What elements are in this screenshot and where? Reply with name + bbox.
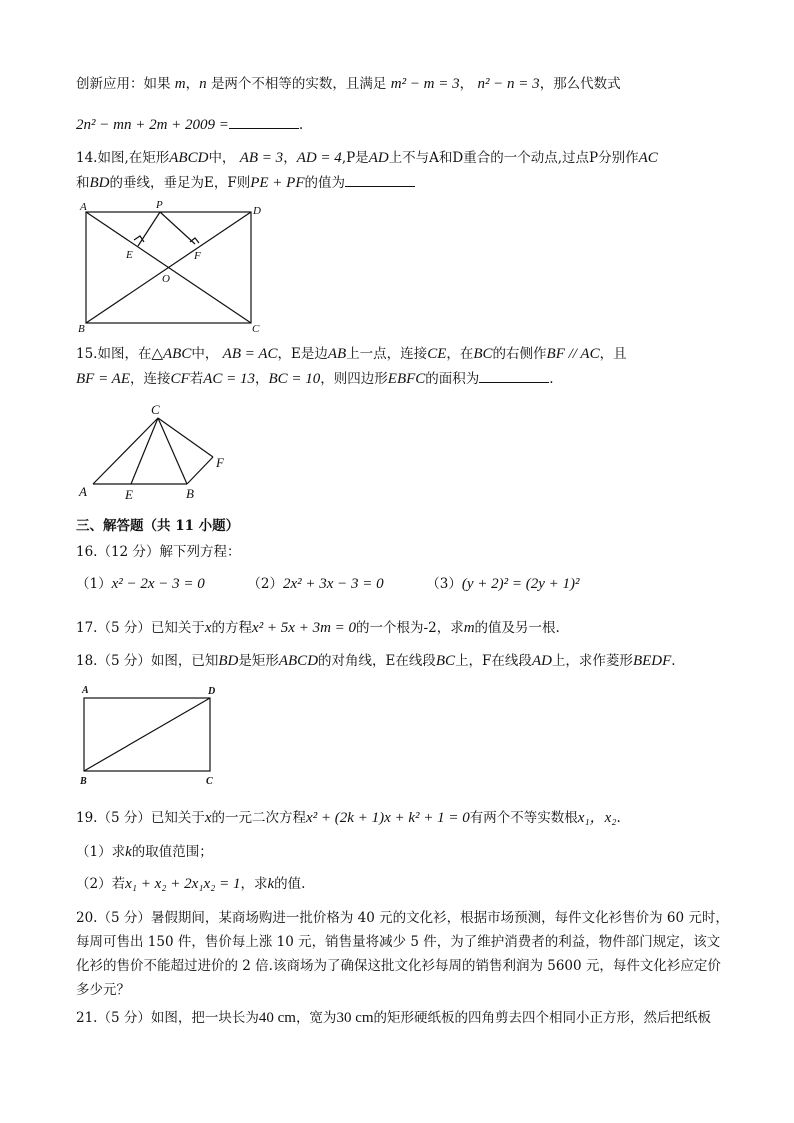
q21: 21.（5 分）如图，把一块长为40 cm，宽为30 cm的矩形硬纸板的四角剪去四个相同小正方形，然后把纸板 [76, 1010, 712, 1026]
label-b: B [186, 486, 194, 501]
right-angle-f [190, 238, 199, 243]
label-c: C [252, 323, 260, 335]
label-b: B [80, 776, 87, 787]
q18: 18.（5 分）如图，已知BD是矩形ABCD的对角线，E在线段BC上，F在线段AD上，求作菱形BEDF. [76, 653, 676, 669]
answer-blank [229, 114, 299, 129]
label-o: O [162, 273, 170, 285]
q19: 19.（5 分）已知关于x的一元二次方程x² + (2k + 1)x + k² + 1 = 0有两个不等实数根x₁，x₂. [76, 810, 621, 826]
answer-blank [479, 368, 549, 383]
label-c: C [151, 402, 160, 417]
q14-line2: 和BD的垂线，垂足为E，F则PE + PF的值为 [76, 172, 734, 193]
label-e: E [125, 487, 133, 502]
label-p: P [156, 199, 163, 211]
section-title: 三、解答题（共 11 小题） [76, 518, 240, 534]
q15-line1: 15.如图，在△ABC中， AB = AC，E是边AB上一点，连接CE，在BC的右侧作BF // AC，且 [76, 346, 627, 362]
segment-ce [131, 418, 158, 484]
q20-line3: 化衫的售价不能超过进价的 2 倍.该商场为了确保这批文化衫每周的销售利润为 5600 元，每件文化衫应定价 [76, 958, 721, 974]
q17: 17.（5 分）已知关于x的方程x² + 5x + 3m = 0的一个根为-2，求m的值及另一根. [76, 620, 560, 636]
segment-pe [138, 212, 160, 246]
q20-line1: 20.（5 分）暑假期间，某商场购进一批价格为 40 元的文化衫，根据市场预测，每件文化衫售价为 60 元时， [76, 910, 729, 926]
segment-bf [187, 457, 213, 484]
label-b: B [78, 323, 85, 335]
label-e: E [126, 249, 133, 261]
label-c: C [206, 776, 213, 787]
q14-line1: 14.如图,在矩形ABCD中， AB = 3，AD = 4,P是AD上不与A和D重合的一个动点,过点P分别作AC [76, 150, 658, 166]
diagonal-bd [84, 698, 210, 771]
q18-figure [76, 682, 226, 790]
q15-figure [76, 398, 246, 506]
label-a: A [79, 484, 87, 499]
side-ac [93, 418, 158, 484]
label-f: F [216, 455, 224, 470]
segment-pf [160, 212, 195, 244]
label-d: D [208, 686, 216, 697]
q-prev-line1: 创新应用：如果 m，n 是两个不相等的实数，且满足 m² − m = 3， n² − n = 3，那么代数式 [76, 76, 621, 92]
q14-figure [76, 196, 266, 336]
q15-line2: BF = AE，连接CF若AC = 13，BC = 10，则四边形EBFC的面积为 . [76, 368, 734, 389]
right-angle-e [134, 236, 144, 242]
label-f: F [194, 250, 201, 262]
q19-part2: （2）若x₁ + x₂ + 2x₁x₂ = 1，求k的值. [76, 876, 306, 892]
answer-blank [345, 172, 415, 187]
q20-line4: 多少元？ [76, 982, 130, 998]
label-a: A [80, 201, 87, 213]
label-d: D [253, 205, 261, 217]
q20-line2: 每周可售出 150 件，售价每上涨 10 元，销售量将减少 5 件，为了维护消费者的利益，物件部门规定，该文 [76, 934, 721, 950]
q16-equations: （1）x² − 2x − 3 = 0 （2）2x² + 3x − 3 = 0 （3）(y + 2)² = (2y + 1)² [76, 576, 580, 592]
q-prev-line2: 2n² − mn + 2m + 2009 = . [76, 114, 734, 135]
q16-title: 16.（12 分）解下列方程： [76, 544, 241, 560]
q19-part1: （1）求k的取值范围； [76, 844, 213, 860]
label-a: A [82, 685, 89, 696]
